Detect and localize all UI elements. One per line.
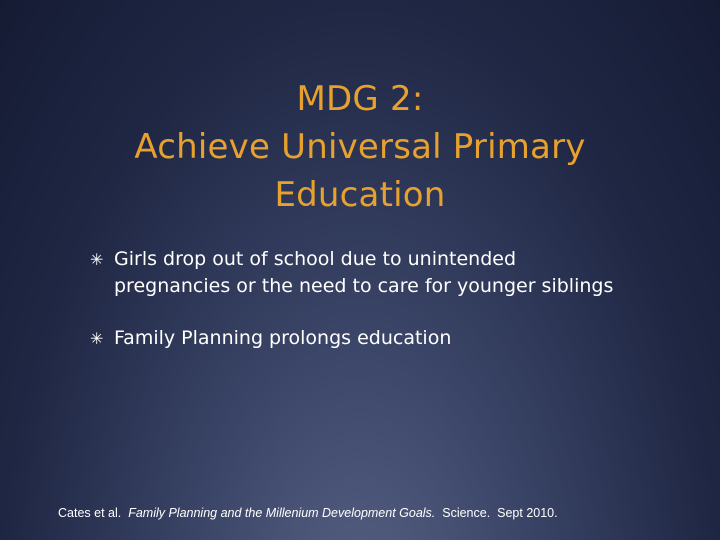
bullet-text: Girls drop out of school due to unintended pregnancies or the need to care for younger siblings [114, 248, 614, 297]
bullet-text: Family Planning prolongs education [114, 327, 452, 349]
title-line-2: Achieve Universal Primary [134, 126, 586, 167]
citation-authors: Cates et al. [58, 506, 122, 520]
asterisk-bullet-icon: ✳ [90, 329, 104, 348]
bullet-item [90, 246, 630, 300]
slide-title [40, 75, 680, 219]
citation-article: Family Planning and the Millenium Development Goals. [128, 506, 436, 520]
citation-journal: Science. [442, 506, 491, 520]
bullet-item [90, 325, 630, 352]
asterisk-bullet-icon: ✳ [90, 250, 104, 269]
title-line-1: MDG 2: [296, 78, 424, 119]
bullet-list [90, 246, 630, 377]
title-line-3: Education [274, 174, 446, 215]
citation-date: Sept 2010. [497, 506, 558, 520]
citation [58, 505, 678, 521]
